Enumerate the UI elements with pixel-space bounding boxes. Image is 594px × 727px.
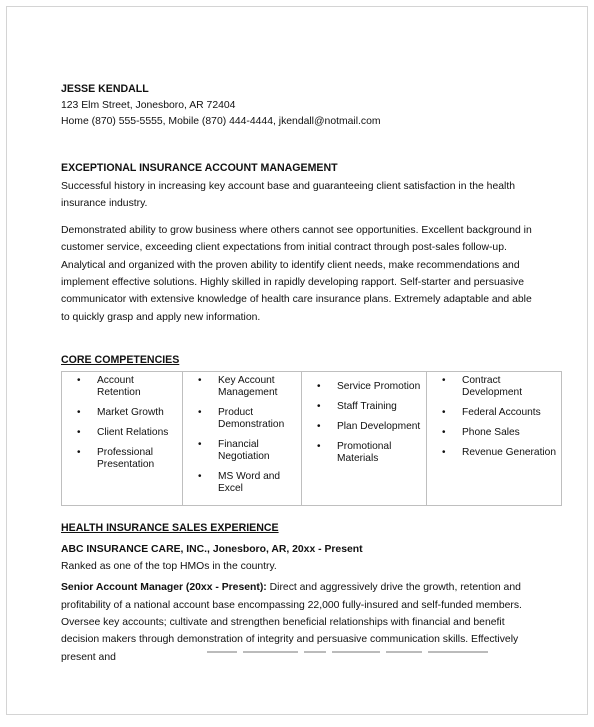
competency-item: • Phone Sales — [462, 427, 559, 439]
address-line: 123 Elm Street, Jonesboro, AR 72404 — [61, 100, 236, 111]
resume-content — [61, 81, 557, 666]
competency-item: • Financial Negotiation — [218, 439, 299, 463]
competency-item: • Contract Development — [462, 375, 559, 399]
resume-page — [6, 6, 588, 715]
experience-heading: HEALTH INSURANCE SALES EXPERIENCE — [61, 522, 279, 535]
summary-paragraph-2: Demonstrated ability to grow business where others cannot see opportunities. Excellent background in customer service, exceeding client expectations from initial contract through post-sales follow-up. Analytical and organized with the proven ability to identify client needs, make recommendations and implement effective solutions. Highly skilled in rapidly developing rapport. Self-starter and persuasive communicator with extensive knowledge of health care insurance plans. Extremely adaptable and able to quickly grasp and apply new information. — [61, 224, 532, 323]
competency-column-2 — [183, 372, 302, 506]
competency-item: • Plan Development — [337, 421, 424, 433]
competencies-heading: CORE COMPETENCIES — [61, 354, 180, 367]
competencies-table — [61, 371, 562, 506]
competency-item: • MS Word and Excel — [218, 471, 299, 495]
competency-item: • Promotional Materials — [337, 441, 424, 465]
page-cutoff-text-fragment — [207, 651, 537, 659]
competency-item: • Federal Accounts — [462, 407, 559, 419]
competency-item: • Revenue Generation — [462, 447, 559, 459]
competency-item: • Account Retention — [97, 375, 180, 399]
competency-item: • Product Demonstration — [218, 407, 299, 431]
competency-item: • Market Growth — [97, 407, 180, 419]
competency-item: • Staff Training — [337, 401, 424, 413]
company-line: ABC INSURANCE CARE, INC., Jonesboro, AR, 20xx - Present — [61, 544, 363, 556]
contact-line: Home (870) 555-5555, Mobile (870) 444-4444, jkendall@notmail.com — [61, 116, 381, 127]
summary-paragraph-1: Successful history in increasing key account base and guaranteeing client satisfaction in the health insurance industry. — [61, 181, 515, 210]
role-description: Direct and aggressively drive the growth, retention and profitability of a national account base encompassing 22,000 fully-insured and self-funded members. Oversee key accounts; cultivate and strengthen beneficial relationships with financial and benefit decision makers through demonstration of integrity and persuasive communication skills. Effectively present and — [61, 582, 522, 663]
competency-column-1 — [62, 372, 183, 506]
competency-item: • Client Relations — [97, 427, 180, 439]
candidate-name: JESSE KENDALL — [61, 83, 149, 95]
competency-item: • Professional Presentation — [97, 447, 180, 471]
summary-heading: EXCEPTIONAL INSURANCE ACCOUNT MANAGEMENT — [61, 162, 338, 174]
role-title: Senior Account Manager (20xx - Present): — [61, 582, 267, 594]
competency-column-3 — [302, 372, 427, 506]
competency-item: • Key Account Management — [218, 375, 299, 399]
competency-item: • Service Promotion — [337, 381, 424, 393]
company-note: Ranked as one of the top HMOs in the country. — [61, 561, 277, 573]
competency-column-4 — [427, 372, 562, 506]
